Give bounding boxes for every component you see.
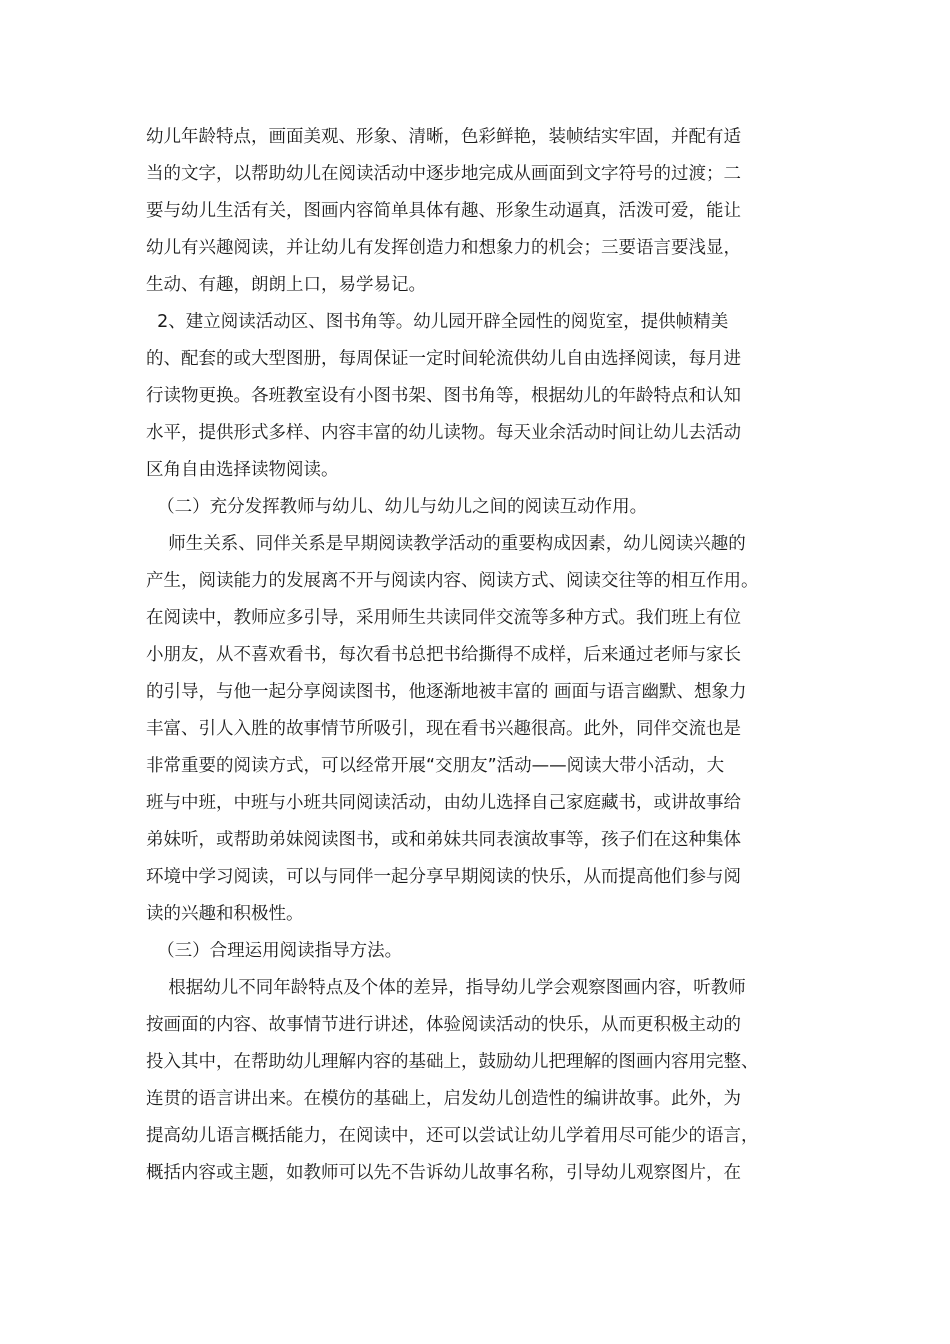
- text-line: 的、配套的或大型图册，每周保证一定时间轮流供幼儿自由选择阅读，每月进: [146, 349, 741, 369]
- text-line: 水平，提供形式多样、内容丰富的幼儿读物。每天业余活动时间让幼儿去活动: [146, 423, 741, 443]
- paragraph-2: [146, 304, 808, 489]
- paragraph-3: [146, 526, 808, 933]
- text-line: 2、建立阅读活动区、图书角等。幼儿园开辟全园性的阅览室，提供帧精美: [146, 312, 729, 332]
- text-line: 的引导，与他一起分享阅读图书，他逐渐地被丰富的 画面与语言幽默、想象力: [146, 682, 747, 702]
- paragraph-4: [146, 970, 808, 1192]
- text-line: 环境中学习阅读，可以与同伴一起分享早期阅读的快乐，从而提高他们参与阅: [146, 867, 741, 887]
- text-line: （二）充分发挥教师与幼儿、幼儿与幼儿之间的阅读互动作用。: [146, 497, 648, 517]
- text-line: 读的兴趣和积极性。: [146, 904, 304, 924]
- text-line: 区角自由选择读物阅读。: [146, 460, 339, 480]
- text-line: 连贯的语言讲出来。在模仿的基础上，启发幼儿创造性的编讲故事。此外，为: [146, 1089, 741, 1109]
- text-line: 小朋友，从不喜欢看书，每次看书总把书给撕得不成样，后来通过老师与家长: [146, 645, 741, 665]
- text-line: 生动、有趣，朗朗上口，易学易记。: [146, 275, 426, 295]
- text-line: 当的文字，以帮助幼儿在阅读活动中逐步地完成从画面到文字符号的过渡；二: [146, 164, 741, 184]
- text-line: 非常重要的阅读方式，可以经常开展“交朋友”活动——阅读大带小活动，大: [146, 756, 725, 776]
- text-line: 师生关系、同伴关系是早期阅读教学活动的重要构成因素，幼儿阅读兴趣的: [146, 534, 746, 554]
- section-heading-3: [146, 933, 808, 970]
- text-line: 根据幼儿不同年龄特点及个体的差异，指导幼儿学会观察图画内容，听教师: [146, 978, 746, 998]
- text-line: 提高幼儿语言概括能力，在阅读中，还可以尝试让幼儿学着用尽可能少的语言，: [146, 1126, 759, 1146]
- text-line: 班与中班，中班与小班共同阅读活动，由幼儿选择自己家庭藏书，或讲故事给: [146, 793, 741, 813]
- text-line: 丰富、引人入胜的故事情节所吸引，现在看书兴趣很高。此外，同伴交流也是: [146, 719, 741, 739]
- text-line: 幼儿有兴趣阅读，并让幼儿有发挥创造力和想象力的机会；三要语言要浅显，: [146, 238, 741, 258]
- section-heading-2: [146, 489, 808, 526]
- text-line: 投入其中，在帮助幼儿理解内容的基础上，鼓励幼儿把理解的图画内容用完整、: [146, 1052, 759, 1072]
- text-line: 在阅读中，教师应多引导，采用师生共读同伴交流等多种方式。我们班上有位: [146, 608, 741, 628]
- text-line: （三）合理运用阅读指导方法。: [146, 941, 403, 961]
- text-line: 弟妹听，或帮助弟妹阅读图书，或和弟妹共同表演故事等，孩子们在这种集体: [146, 830, 741, 850]
- paragraph-1: [146, 119, 808, 304]
- body-text: [146, 119, 808, 1192]
- text-line: 概括内容或主题，如教师可以先不告诉幼儿故事名称，引导幼儿观察图片，在: [146, 1163, 741, 1183]
- text-line: 产生，阅读能力的发展离不开与阅读内容、阅读方式、阅读交往等的相互作用。: [146, 571, 759, 591]
- text-line: 要与幼儿生活有关，图画内容简单具体有趣、形象生动逼真，活泼可爱，能让: [146, 201, 741, 221]
- text-line: 按画面的内容、故事情节进行讲述，体验阅读活动的快乐，从而更积极主动的: [146, 1015, 741, 1035]
- text-line: 行读物更换。各班教室设有小图书架、图书角等，根据幼儿的年龄特点和认知: [146, 386, 741, 406]
- text-line: 幼儿年龄特点，画面美观、形象、清晰，色彩鲜艳，装帧结实牢固，并配有适: [146, 127, 741, 147]
